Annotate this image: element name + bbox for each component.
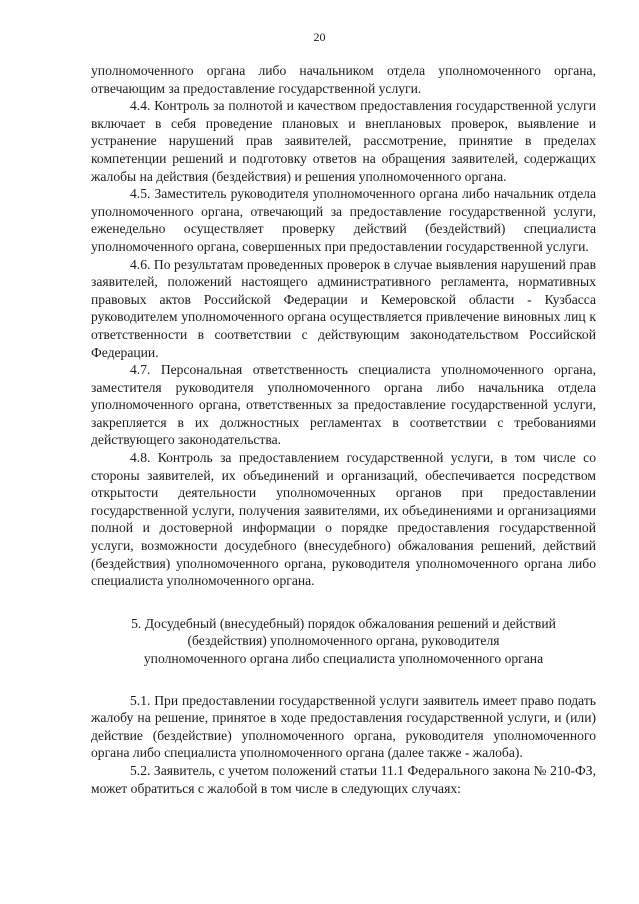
paragraph-4-6: 4.6. По результатам проведенных проверок в случае выявления нарушений прав заявителей, положений настоящего административного регламента, нормативных правовых актов Российской Федерации и Кемеровской области - Кузбасса руководителем уполномоченного органа осуществляется привлечение виновных лиц к ответственности в соответствии с действующим законодательством Российской Федерации. — [91, 256, 596, 360]
paragraph-5-2: 5.2. Заявитель, с учетом положений статьи 11.1 Федерального закона № 210-ФЗ, может обратиться с жалобой в том числе в следующих случаях: — [91, 762, 596, 796]
paragraph-continuation: уполномоченного органа либо начальником отдела уполномоченного органа, отвечающим за предоставление государственной услуги. — [91, 63, 596, 96]
page-number: 20 — [313, 30, 326, 44]
paragraph-5-1: 5.1. При предоставлении государственной услуги заявитель имеет право подать жалобу на решение, принятое в ходе предоставления государственной услуги, и (или) действие (бездействие) уполномоченного органа, руководителя уполномоченного органа либо специалиста уполномоченного органа (далее также - жалоба). — [91, 692, 596, 761]
section-title-line-2: (бездействия) уполномоченного органа, руководителя — [187, 633, 500, 649]
paragraph-4-7: 4.7. Персональная ответственность специалиста уполномоченного органа, заместителя руководителя уполномоченного органа либо начальника отдела уполномоченного органа, ответственных за предоставление государственной услуги, закрепляется в их должностных регламентах в соответствии с требованиями действующего законодательства. — [91, 362, 596, 448]
paragraph-4-8: 4.8. Контроль за предоставлением государственной услуги, в том числе со стороны заявителей, их объединений и организаций, обеспечивается посредством открытости деятельности уполномоченных органов при предоставлении государственной услуги, получения заявителями, их объединениями и организациями полной и достоверной информации о порядке предоставления государственной услуги, возможности досудебного (внесудебного) обжалования решений, действий (бездействия) уполномоченного органа, руководителя уполномоченного органа либо специалиста уполномоченного органа. — [91, 450, 596, 589]
section-5-title — [91, 615, 596, 668]
section-title-line-3: уполномоченного органа либо специалиста уполномоченного органа — [143, 651, 544, 666]
document-body — [91, 62, 596, 797]
paragraph-4-4: 4.4. Контроль за полнотой и качеством предоставления государственной услуги включает в себя проведение плановых и внеплановых проверок, выявление и устранение нарушений прав заявителей, рассмотрение, принятие в пределах компетенции решений и подготовку ответов на обращения заявителей, содержащих жалобы на действия (бездействия) и решения уполномоченного органа. — [91, 98, 596, 184]
section-title-line-1: 5. Досудебный (внесудебный) порядок обжалования решений и действий — [131, 615, 556, 631]
paragraph-4-5: 4.5. Заместитель руководителя уполномоченного органа либо начальник отдела уполномоченного органа, отвечающий за предоставление государственной услуги, еженедельно осуществляет проверку действий (бездействий) специалиста уполномоченного органа, совершенных при предоставлении государственной услуги. — [91, 186, 596, 254]
